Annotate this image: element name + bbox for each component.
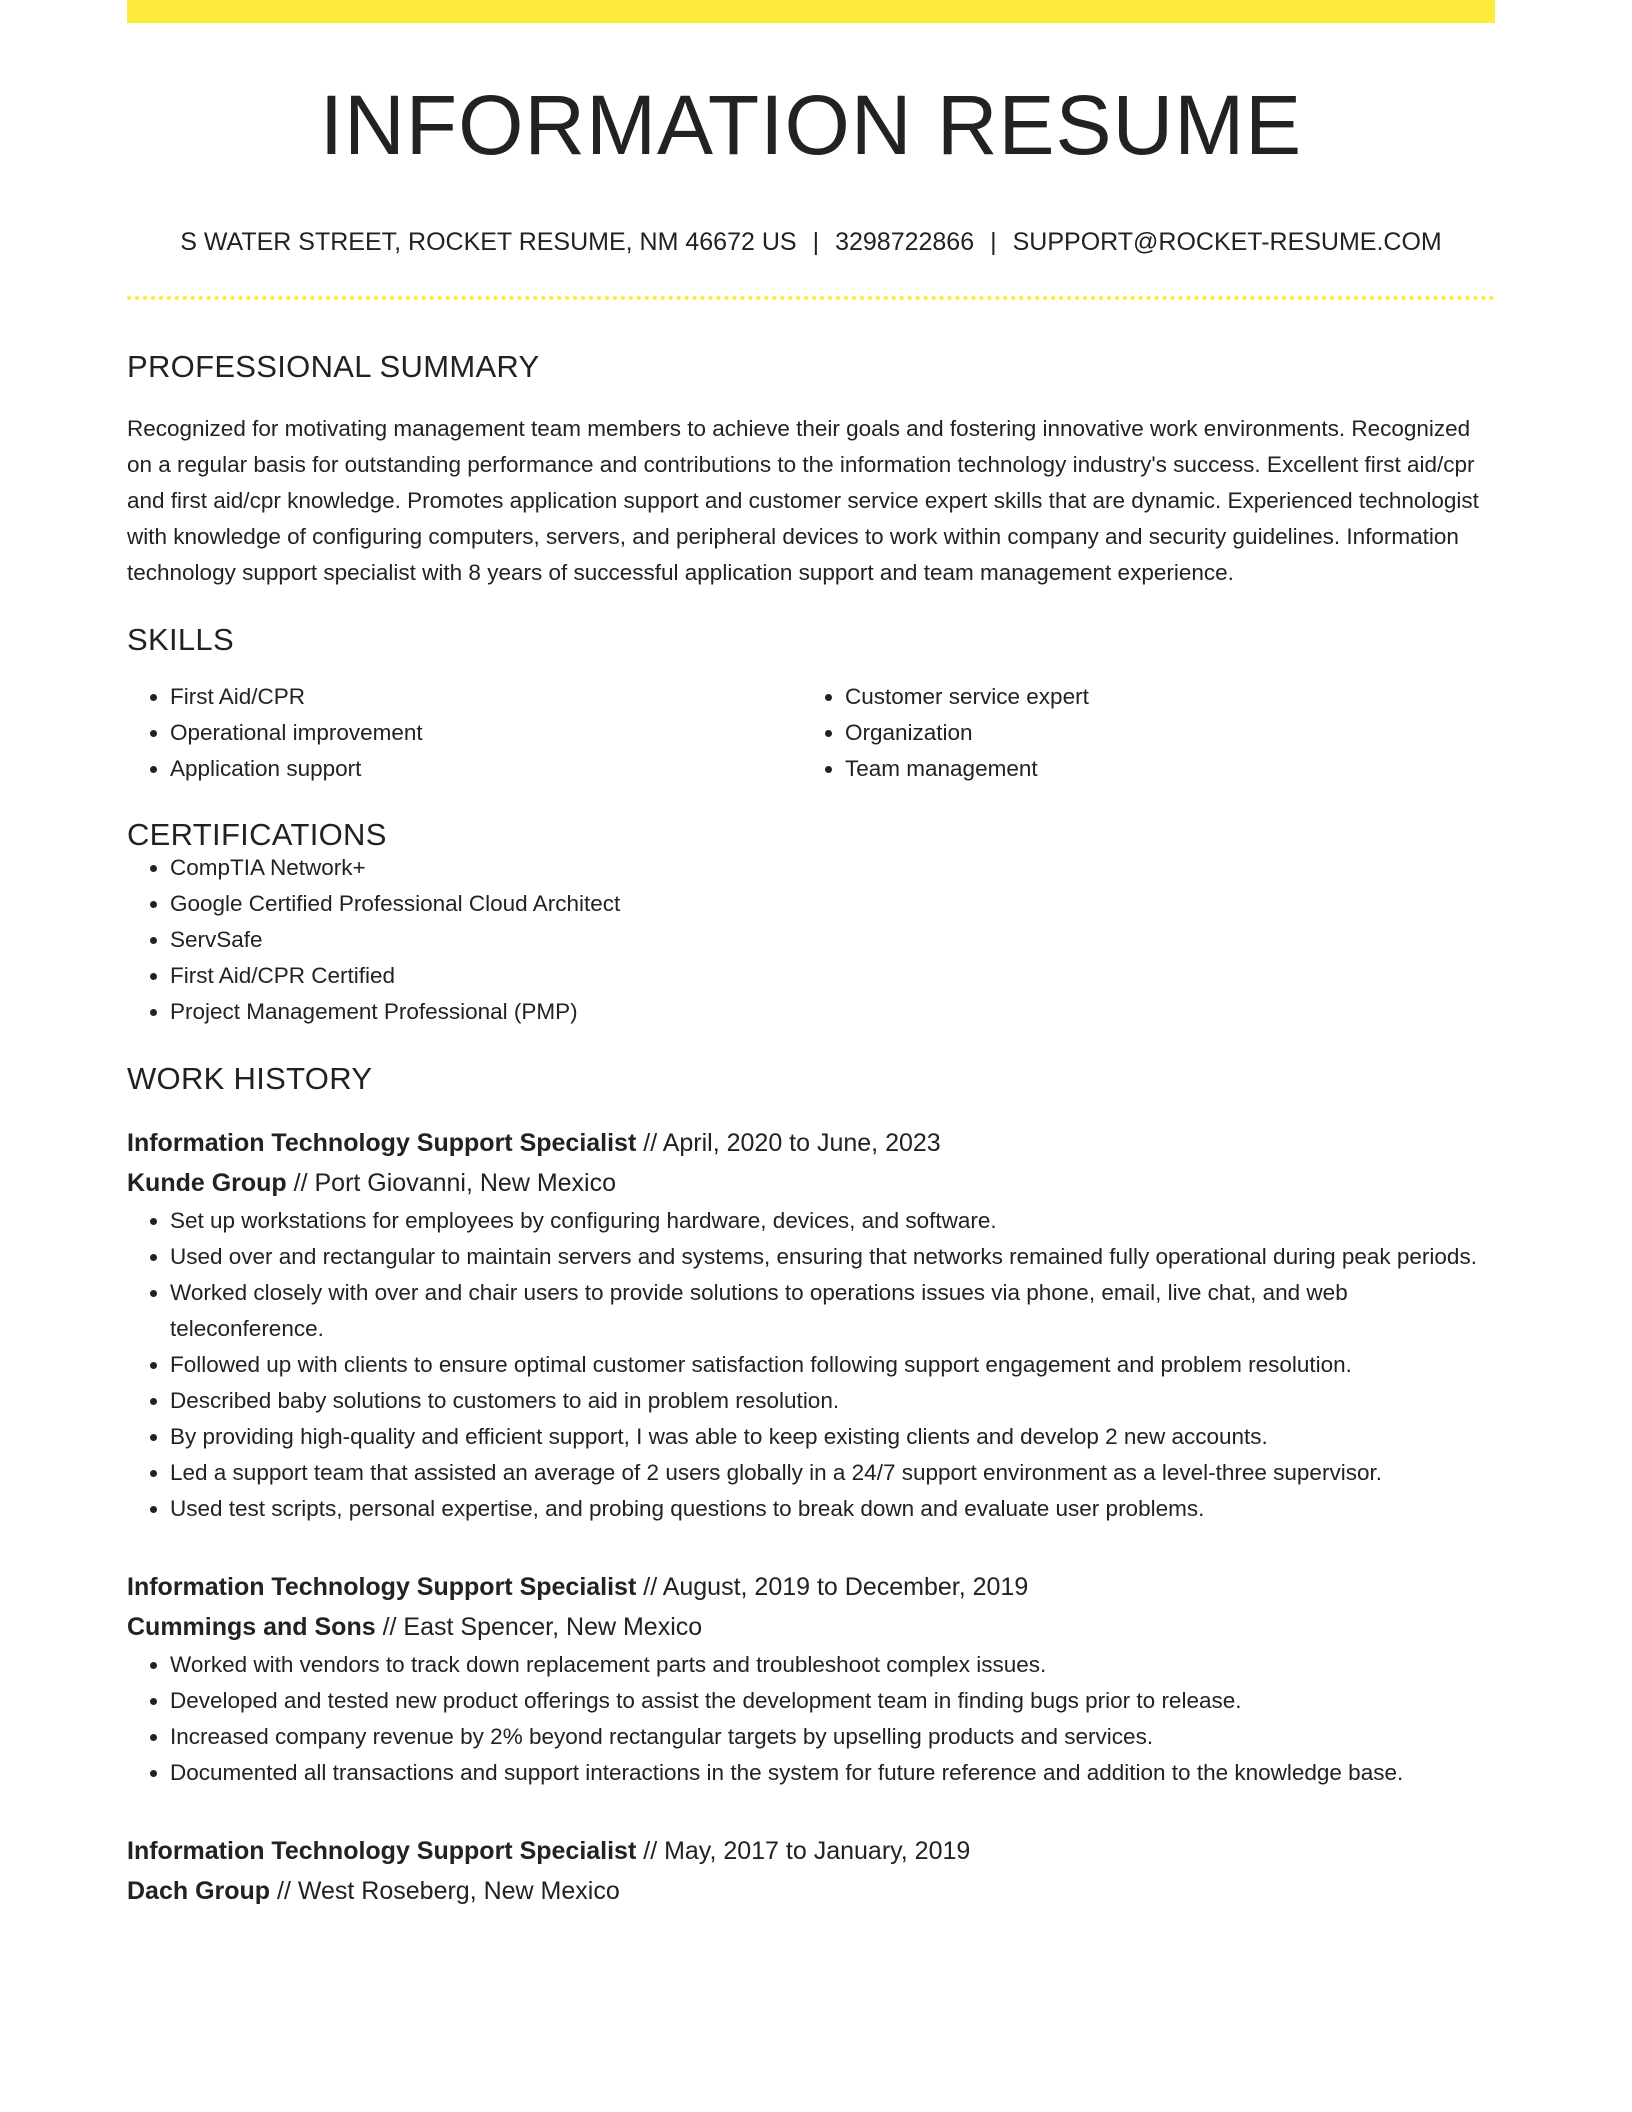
job-bullet: • Set up workstations for employees by configuring hardware, devices, and software. <box>170 1203 1495 1239</box>
job-role: Information Technology Support Specialist <box>127 1129 637 1157</box>
job-company-line <box>127 1607 1495 1647</box>
job-bullet: • Led a support team that assisted an average of 2 users globally in a 24/7 support environment as a level-three supervisor. <box>170 1455 1495 1491</box>
contact-line <box>127 230 1495 255</box>
job-bullet: • Described baby solutions to customers to aid in problem resolution. <box>170 1383 1495 1419</box>
skills-column-right <box>802 679 1477 787</box>
resume-name: INFORMATION RESUME <box>319 78 1303 172</box>
job-title-line <box>127 1123 1495 1163</box>
contact-email[interactable]: SUPPORT@ROCKET-RESUME.COM <box>1012 228 1442 256</box>
job-location: // Port Giovanni, New Mexico <box>286 1169 617 1197</box>
contact-separator: | <box>812 228 820 256</box>
skill-item: • Operational improvement <box>170 715 802 751</box>
job-bullet: • Developed and tested new product offerings to assist the development team in finding bugs prior to release. <box>170 1683 1495 1719</box>
certification-item: • First Aid/CPR Certified <box>170 958 1495 994</box>
job-bullet: • Documented all transactions and support interactions in the system for future reference and addition to the knowledge base. <box>170 1755 1495 1791</box>
job-company: Kunde Group <box>127 1169 287 1197</box>
skills-list-left <box>127 679 802 787</box>
job-entry <box>127 1123 1495 1527</box>
skill-item: • First Aid/CPR <box>170 679 802 715</box>
resume-page <box>127 0 1495 1911</box>
job-company: Cummings and Sons <box>127 1613 376 1641</box>
job-bullet: • Worked with vendors to track down replacement parts and troubleshoot complex issues. <box>170 1647 1495 1683</box>
top-accent-bar <box>127 0 1495 23</box>
job-title-line <box>127 1567 1495 1607</box>
certification-item: • CompTIA Network+ <box>170 850 1495 886</box>
job-dates: // May, 2017 to January, 2019 <box>636 1837 971 1865</box>
job-dates: // April, 2020 to June, 2023 <box>636 1129 941 1157</box>
summary-text: Recognized for motivating management team members to achieve their goals and fostering innovative work environments. Recognized on a regular basis for outstanding performance and contributions to the information technology industry's success. Excellent first aid/cpr and first aid/cpr knowledge. Promotes application support and customer service expert skills that are dynamic. Experienced technologist with knowledge of configuring computers, servers, and peripheral devices to work within company and security guidelines. Information technology support specialist with 8 years of successful application support and team management experience. <box>127 416 1479 585</box>
job-company: Dach Group <box>127 1877 271 1905</box>
certification-item: • Project Management Professional (PMP) <box>170 994 1495 1030</box>
job-company-line <box>127 1163 1495 1203</box>
summary-heading: PROFESSIONAL SUMMARY <box>127 349 540 384</box>
job-location: // West Roseberg, New Mexico <box>270 1877 620 1905</box>
skills-list-right <box>802 679 1477 787</box>
job-entry <box>127 1567 1495 1791</box>
skill-item: • Organization <box>845 715 1477 751</box>
skills-grid <box>127 679 1495 787</box>
job-role: Information Technology Support Specialist <box>127 1837 637 1865</box>
job-company-line <box>127 1871 1495 1911</box>
certification-item: • Google Certified Professional Cloud Architect <box>170 886 1495 922</box>
contact-phone[interactable]: 3298722866 <box>835 228 975 256</box>
job-bullets <box>127 1647 1495 1791</box>
job-bullet: • Worked closely with over and chair users to provide solutions to operations issues via phone, email, live chat, and web teleconference. <box>170 1275 1495 1347</box>
job-bullet: • Increased company revenue by 2% beyond rectangular targets by upselling products and services. <box>170 1719 1495 1755</box>
certifications-list <box>127 850 1495 1030</box>
certification-item: • ServSafe <box>170 922 1495 958</box>
job-dates: // August, 2019 to December, 2019 <box>636 1573 1029 1601</box>
skill-item: • Application support <box>170 751 802 787</box>
job-bullet: • Used test scripts, personal expertise, and probing questions to break down and evaluate user problems. <box>170 1491 1495 1527</box>
job-bullets <box>127 1203 1495 1527</box>
contact-address: S WATER STREET, ROCKET RESUME, NM 46672 US <box>180 228 797 256</box>
certifications-heading: CERTIFICATIONS <box>127 817 387 852</box>
dotted-divider <box>127 296 1495 300</box>
job-bullet: • Followed up with clients to ensure optimal customer satisfaction following support engagement and problem resolution. <box>170 1347 1495 1383</box>
job-role: Information Technology Support Specialist <box>127 1573 637 1601</box>
contact-separator: | <box>990 228 997 256</box>
skills-heading: SKILLS <box>127 622 234 657</box>
skill-item: • Customer service expert <box>845 679 1477 715</box>
job-bullet: • Used over and rectangular to maintain servers and systems, ensuring that networks remained fully operational during peak periods. <box>170 1239 1495 1275</box>
job-title-line <box>127 1831 1495 1871</box>
job-entry <box>127 1831 1495 1911</box>
skills-column-left <box>127 679 802 787</box>
job-bullet: • By providing high-quality and efficient support, I was able to keep existing clients and develop 2 new accounts. <box>170 1419 1495 1455</box>
skill-item: • Team management <box>845 751 1477 787</box>
job-location: // East Spencer, New Mexico <box>375 1613 703 1641</box>
work-history-heading: WORK HISTORY <box>127 1061 373 1096</box>
